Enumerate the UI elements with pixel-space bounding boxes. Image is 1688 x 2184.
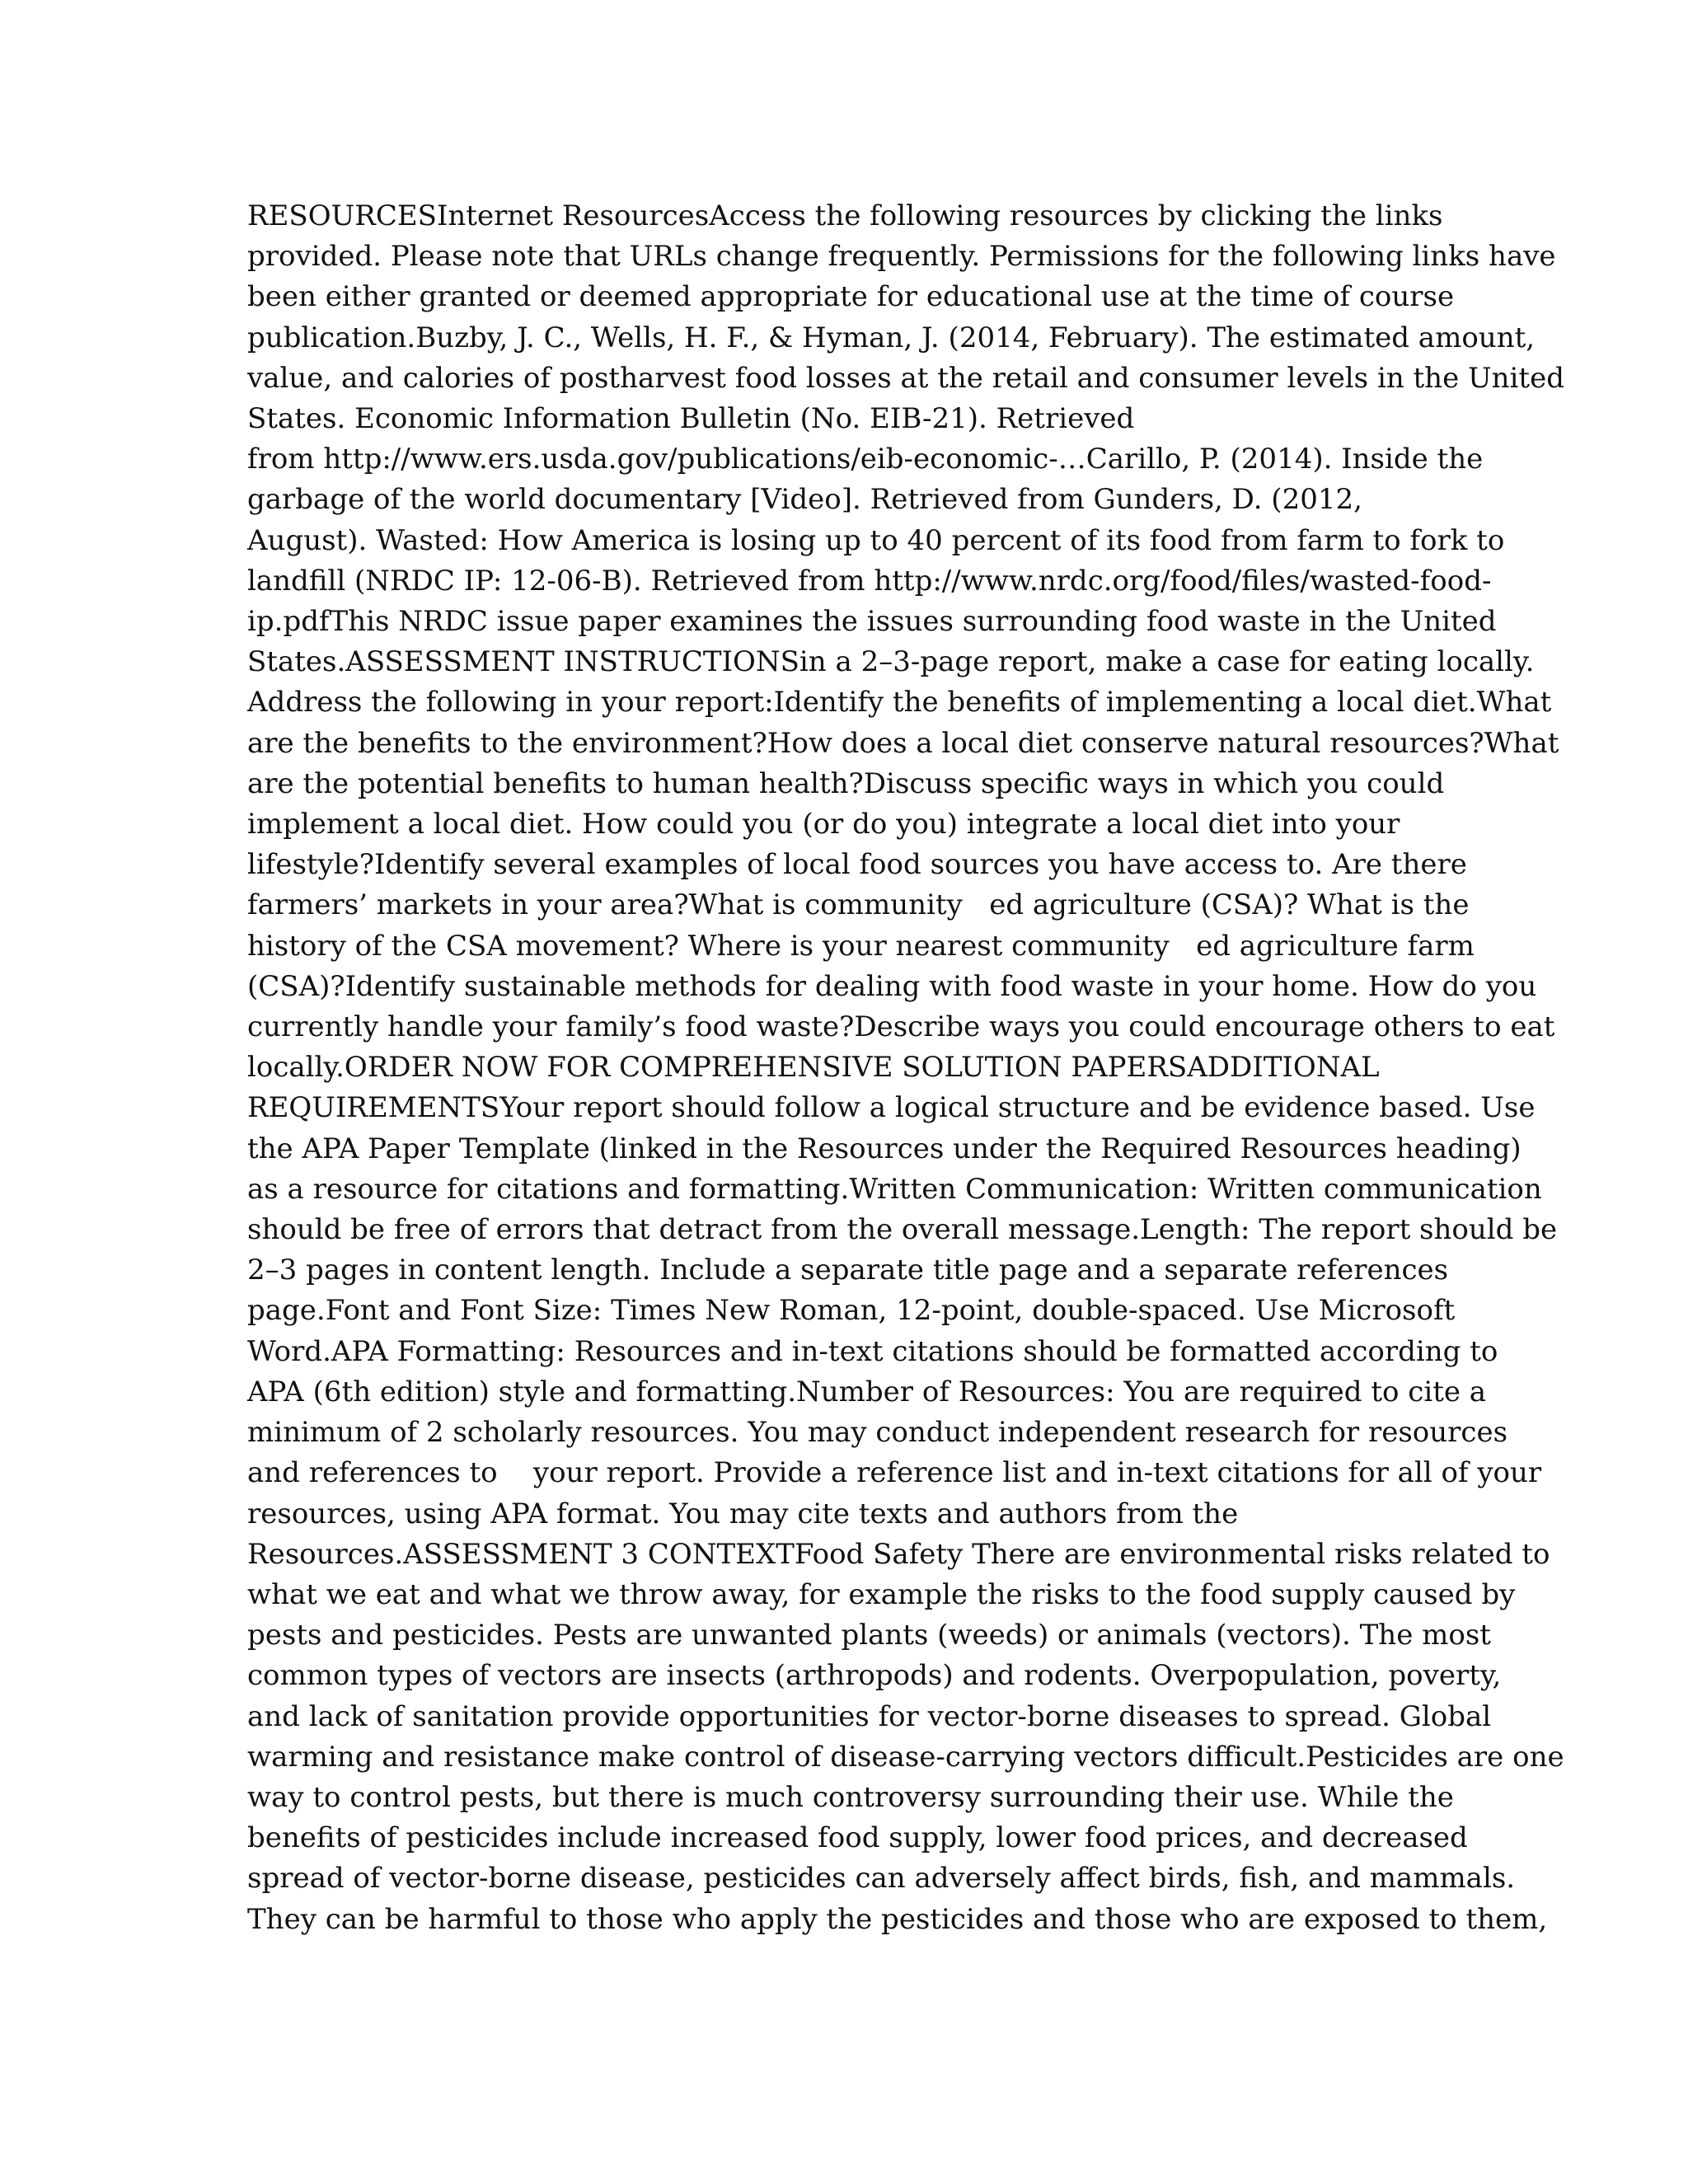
text-line: history of the CSA movement? Where is your nearest community ed agriculture farm	[247, 929, 1475, 963]
text-line: August). Wasted: How America is losing up to 40 percent of its food from farm to fork to	[247, 523, 1505, 557]
text-line: spread of vector-borne disease, pesticides can adversely affect birds, fish, and mammals.	[247, 1862, 1516, 1896]
text-line: farmers’ markets in your area?What is community ed agriculture (CSA)? What is the	[247, 888, 1470, 922]
text-line: lifestyle?Identify several examples of local food sources you have access to. Are there	[247, 848, 1467, 882]
text-line: RESOURCESInternet ResourcesAccess the following resources by clicking the links	[247, 199, 1443, 232]
document-body-text	[247, 196, 1564, 1940]
text-line: warming and resistance make control of disease-carrying vectors difficult.Pesticides are one	[247, 1740, 1564, 1774]
text-line: provided. Please note that URLs change frequently. Permissions for the following links have	[247, 240, 1556, 274]
text-line: landfill (NRDC IP: 12-06-B). Retrieved from http://www.nrdc.org/food/files/wasted-food-	[247, 564, 1492, 598]
text-line: been either granted or deemed appropriate for educational use at the time of course	[247, 280, 1455, 314]
text-line: benefits of pesticides include increased food supply, lower food prices, and decreased	[247, 1821, 1468, 1855]
text-line: States. Economic Information Bulletin (No. EIB-21). Retrieved	[247, 402, 1135, 436]
text-line: implement a local diet. How could you (or do you) integrate a local diet into your	[247, 808, 1400, 841]
text-line: States.ASSESSMENT INSTRUCTIONSin a 2–3-page report, make a case for eating locally.	[247, 645, 1535, 679]
text-line: garbage of the world documentary [Video]. Retrieved from Gunders, D. (2012,	[247, 483, 1362, 517]
text-line: pests and pesticides. Pests are unwanted plants (weeds) or animals (vectors). The most	[247, 1619, 1491, 1652]
text-line: are the benefits to the environment?How does a local diet conserve natural resources?What	[247, 726, 1559, 760]
text-line: Address the following in your report:Identify the benefits of implementing a local diet.What	[247, 686, 1552, 719]
text-line: what we eat and what we throw away, for example the risks to the food supply caused by	[247, 1577, 1516, 1611]
text-line: value, and calories of postharvest food losses at the retail and consumer levels in the United	[247, 361, 1564, 395]
text-line: locally.ORDER NOW FOR COMPREHENSIVE SOLUTION PAPERSADDITIONAL	[247, 1051, 1380, 1085]
text-line: APA (6th edition) style and formatting.Number of Resources: You are required to cite a	[247, 1375, 1487, 1408]
text-line: resources, using APA format. You may cite texts and authors from the	[247, 1497, 1239, 1530]
text-line: from http://www.ers.usda.gov/publications/eib-economic-…Carillo, P. (2014). Inside the	[247, 443, 1484, 476]
text-line: common types of vectors are insects (arthropods) and rodents. Overpopulation, poverty,	[247, 1659, 1502, 1693]
text-line: REQUIREMENTSYour report should follow a logical structure and be evidence based. Use	[247, 1091, 1536, 1125]
text-line: currently handle your family’s food waste?Describe ways you could encourage others to eat	[247, 1010, 1555, 1044]
text-line: as a resource for citations and formatting.Written Communication: Written communication	[247, 1172, 1542, 1206]
text-line: Word.APA Formatting: Resources and in-text citations should be formatted according to	[247, 1334, 1498, 1368]
text-line: (CSA)?Identify sustainable methods for dealing with food waste in your home. How do you	[247, 969, 1537, 1003]
text-line: the APA Paper Template (linked in the Resources under the Required Resources heading)	[247, 1132, 1522, 1165]
text-line: publication.Buzby, J. C., Wells, H. F., & Hyman, J. (2014, February). The estimated amount,	[247, 321, 1536, 354]
text-line: should be free of errors that detract from the overall message.Length: The report should be	[247, 1213, 1558, 1247]
text-line: way to control pests, but there is much controversy surrounding their use. While the	[247, 1780, 1454, 1814]
text-line: and references to your report. Provide a reference list and in-text citations for all of your	[247, 1456, 1542, 1490]
text-line: and lack of sanitation provide opportunities for vector-borne diseases to spread. Global	[247, 1699, 1492, 1733]
text-line: page.Font and Font Size: Times New Roman, 12-point, double-spaced. Use Microsoft	[247, 1294, 1456, 1328]
text-line: are the potential benefits to human health?Discuss specific ways in which you could	[247, 766, 1445, 800]
text-line: They can be harmful to those who apply the pesticides and those who are exposed to them,	[247, 1902, 1548, 1936]
text-line: minimum of 2 scholarly resources. You may conduct independent research for resources	[247, 1416, 1508, 1450]
text-line: ip.pdfThis NRDC issue paper examines the issues surrounding food waste in the United	[247, 605, 1497, 639]
text-line: Resources.ASSESSMENT 3 CONTEXTFood Safety There are environmental risks related to	[247, 1537, 1550, 1571]
text-line: 2–3 pages in content length. Include a separate title page and a separate references	[247, 1254, 1449, 1287]
